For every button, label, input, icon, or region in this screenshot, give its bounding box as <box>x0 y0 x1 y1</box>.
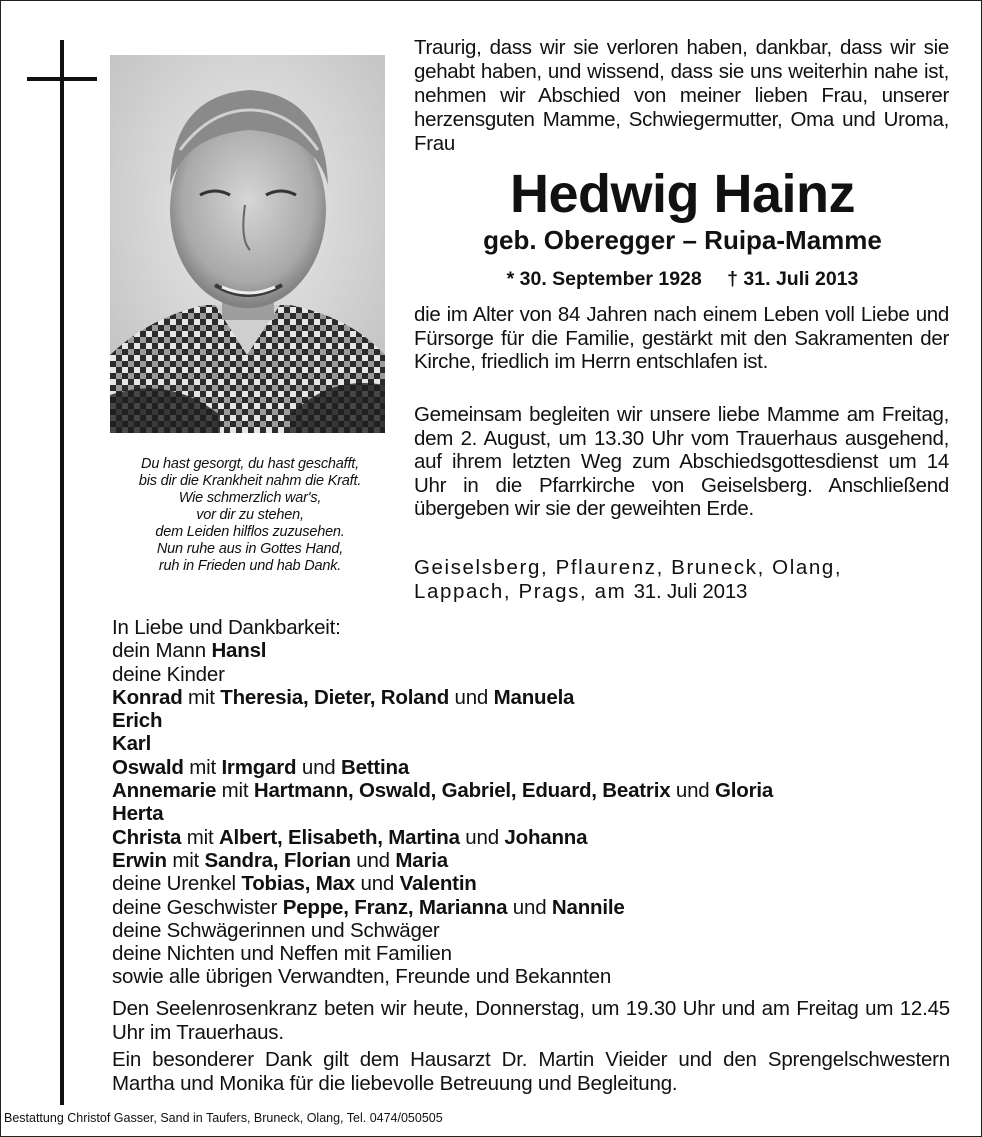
place-line-2: Lappach, Prags, am <box>414 580 627 603</box>
family-line: Erich <box>112 709 163 733</box>
poem-line: ruh in Frieden und hab Dank. <box>158 558 342 574</box>
cross-icon-bar <box>27 77 97 81</box>
place-line-1: Geiselsberg, Pflaurenz, Bruneck, Olang, <box>414 556 843 579</box>
poem-line: Wie schmerzlich war's, <box>178 490 322 506</box>
family-line: Herta <box>112 802 164 826</box>
cross-icon <box>60 40 64 1105</box>
poem-line: bis dir die Krankheit nahm die Kraft. <box>138 473 362 489</box>
poem-line: Nun ruhe aus in Gottes Hand, <box>156 541 344 557</box>
family-line: deine Urenkel Tobias, Max und Valentin <box>112 872 477 896</box>
poem-line: dem Leiden hilflos zuzusehen. <box>155 524 345 540</box>
family-line: In Liebe und Dankbarkeit: <box>112 616 341 639</box>
thanks-text: Ein besonderer Dank gilt dem Hausarzt Dr. Martin Vieider und den Sprengelschwestern Martha und Monika für die liebevolle Betreuung und Begleitung. <box>112 1048 950 1095</box>
rosary-text: Den Seelenrosenkranz beten wir heute, Donnerstag, um 19.30 Uhr und am Freitag um 12.45 Uhr im Trauerhaus. <box>112 997 950 1044</box>
maiden-name: geb. Oberegger – Ruipa-Mamme <box>483 225 882 255</box>
family-line: Annemarie mit Hartmann, Oswald, Gabriel, Eduard, Beatrix und Gloria <box>112 779 774 803</box>
family-line: dein Mann Hansl <box>112 639 267 663</box>
portrait-photo <box>110 55 385 433</box>
family-list <box>112 616 773 989</box>
family-line: Konrad mit Theresia, Dieter, Roland und Manuela <box>112 685 575 709</box>
family-line: sowie alle übrigen Verwandten, Freunde und Bekannten <box>112 965 612 989</box>
place-date: 31. Juli 2013 <box>633 580 748 603</box>
poem <box>100 456 400 575</box>
family-line: Oswald mit Irmgard und Bettina <box>112 755 410 779</box>
body-text-1: die im Alter von 84 Jahren nach einem Leben voll Liebe und Fürsorge für die Familie, gestärkt mit den Sakramenten der Kirche, friedlich im Herrn entschlafen ist. <box>414 303 949 373</box>
family-line: Erwin mit Sandra, Florian und Maria <box>112 848 448 872</box>
family-line: Christa mit Albert, Elisabeth, Martina und Johanna <box>112 825 588 849</box>
intro-text: Traurig, dass wir sie verloren haben, dankbar, dass wir sie gehabt haben, und wissend, dass sie uns weiterhin nahe ist, nehmen wir Abschied von meiner lieben Frau, unserer herzensguten Mamme, Schwiegermutter, Oma und Uroma, Frau <box>414 36 949 155</box>
body-text-2: Gemeinsam begleiten wir unsere liebe Mamme am Freitag, dem 2. August, um 13.30 Uhr vom Trauerhaus ausgehend, auf ihrem letzten Weg zum Abschiedsgottesdienst um 14 Uhr in die Pfarrkirche von Geiselsberg. Anschließend übergeben wir sie der geweihten Erde. <box>414 403 949 520</box>
funeral-home-footer: Bestattung Christof Gasser, Sand in Taufers, Bruneck, Olang, Tel. 0474/050505 <box>4 1111 443 1125</box>
family-line: deine Kinder <box>112 662 225 686</box>
family-line: deine Geschwister Peppe, Franz, Marianna und Nannile <box>112 895 625 919</box>
family-line: deine Schwägerinnen und Schwäger <box>112 918 440 942</box>
family-line: deine Nichten und Neffen mit Familien <box>112 942 452 966</box>
death-date: † 31. Juli 2013 <box>727 268 859 290</box>
birth-date: * 30. September 1928 <box>506 268 702 290</box>
poem-line: vor dir zu stehen, <box>196 507 304 523</box>
life-dates <box>414 266 951 292</box>
deceased-name: Hedwig Hainz <box>509 164 856 224</box>
family-line: Karl <box>112 732 152 756</box>
poem-line: Du hast gesorgt, du hast geschafft, <box>141 456 359 472</box>
place-and-date <box>414 556 949 604</box>
